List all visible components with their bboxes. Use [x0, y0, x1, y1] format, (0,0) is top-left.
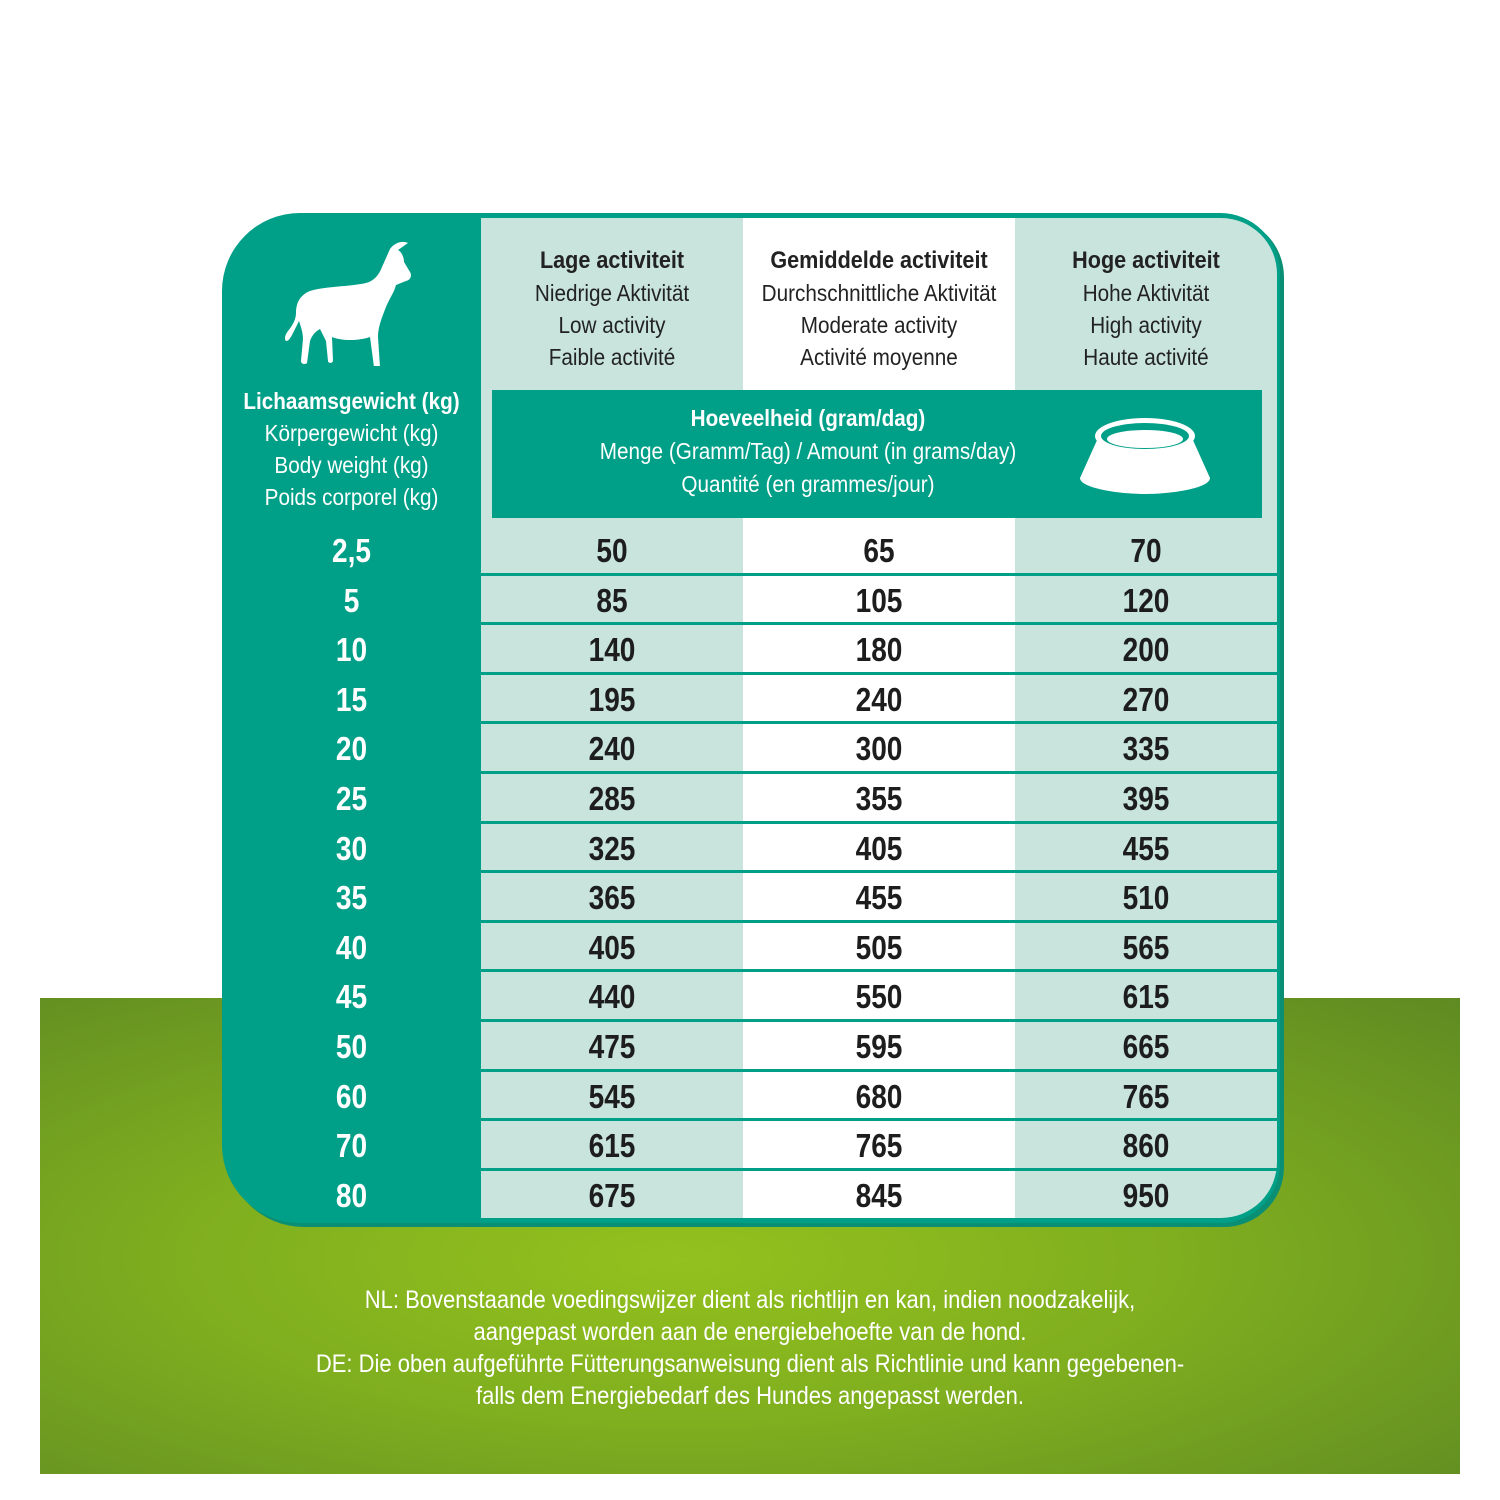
high-activity-cell: 395: [1122, 780, 1170, 817]
high-activity-cell: 860: [1122, 1127, 1170, 1165]
column-subtitle: Haute activité: [1083, 344, 1209, 370]
low-activity-cell: 365: [588, 879, 636, 917]
moderate-activity-cell: 595: [855, 1028, 903, 1065]
column-title: Hoge activiteit: [1072, 247, 1220, 274]
note-line: falls dem Energiebedarf des Hundes angepasst werden.: [476, 1382, 1024, 1410]
food-bowl-icon: [1078, 416, 1212, 494]
weight-cell: 10: [335, 631, 368, 669]
high-activity-cell: 950: [1122, 1176, 1170, 1214]
column-subtitle: Low activity: [558, 312, 666, 338]
note-line: NL: Bovenstaande voedingswijzer dient als richtlijn en kan, indien noodzakelijk,: [364, 1286, 1136, 1314]
column-subtitle: Faible activité: [548, 344, 676, 370]
moderate-activity-cell: 505: [855, 928, 903, 966]
table-row: [222, 773, 1280, 823]
table-row: [222, 971, 1280, 1021]
weight-cell: 20: [335, 730, 368, 768]
body-weight-label: [235, 385, 468, 513]
moderate-activity-cell: 240: [855, 680, 903, 718]
table-row: [222, 872, 1280, 922]
low-activity-cell: 475: [588, 1028, 636, 1065]
weight-cell: 35: [335, 879, 368, 917]
weight-cell: 70: [335, 1127, 368, 1165]
high-activity-cell: 455: [1122, 829, 1170, 867]
weight-cell: 45: [335, 978, 368, 1016]
moderate-activity-cell: 845: [855, 1176, 903, 1214]
low-activity-cell: 50: [596, 532, 628, 569]
column-subtitle: Moderate activity: [800, 312, 958, 338]
moderate-activity-cell: 765: [855, 1127, 903, 1165]
low-activity-cell: 675: [588, 1176, 636, 1214]
table-row: [222, 1021, 1280, 1071]
weight-cell: 15: [335, 680, 368, 718]
weight-cell: 30: [335, 829, 368, 867]
high-activity-cell: 565: [1122, 928, 1170, 966]
low-activity-cell: 325: [588, 829, 636, 867]
table-row: [222, 823, 1280, 873]
low-activity-cell: 240: [588, 730, 636, 768]
high-activity-cell: 200: [1122, 631, 1170, 669]
amount-banner: [492, 390, 1262, 518]
moderate-activity-header: [757, 245, 1002, 373]
weight-label-de: Körpergewicht (kg): [264, 420, 439, 446]
weight-cell: 2,5: [332, 532, 371, 569]
moderate-activity-cell: 355: [855, 780, 903, 817]
high-activity-cell: 510: [1122, 879, 1170, 917]
table-row: [222, 674, 1280, 724]
column-subtitle: Niedrige Aktivität: [534, 280, 690, 306]
table-row: [222, 575, 1280, 625]
low-activity-header: [494, 245, 730, 373]
high-activity-cell: 615: [1122, 978, 1170, 1016]
column-subtitle: High activity: [1090, 312, 1202, 338]
low-activity-cell: 285: [588, 780, 636, 817]
note-line: DE: Die oben aufgeführte Fütterungsanweisung dient als Richtlinie und kann gegebenen-: [315, 1350, 1185, 1378]
moderate-activity-cell: 405: [855, 829, 903, 867]
weight-cell: 40: [335, 928, 368, 966]
table-row: [222, 922, 1280, 972]
feeding-table: [222, 213, 1280, 1223]
high-activity-cell: 120: [1122, 581, 1170, 619]
feeding-note: [125, 1284, 1375, 1412]
low-activity-cell: 545: [588, 1077, 636, 1115]
column-subtitle: Durchschnittliche Aktivität: [761, 280, 997, 306]
weight-label-nl: Lichaamsgewicht (kg): [243, 388, 460, 414]
weight-label-en: Body weight (kg): [274, 452, 429, 478]
weight-cell: 80: [335, 1176, 368, 1214]
weight-cell: 5: [343, 581, 360, 619]
column-subtitle: Hohe Aktivität: [1082, 280, 1210, 306]
table-row: [222, 624, 1280, 674]
amount-subtitle: Quantité (en grammes/jour): [681, 471, 935, 497]
high-activity-header: [1028, 245, 1264, 373]
high-activity-cell: 665: [1122, 1028, 1170, 1065]
table-row: [222, 1120, 1280, 1170]
high-activity-cell: 70: [1130, 532, 1162, 569]
table-row: [222, 1071, 1280, 1121]
weight-cell: 50: [335, 1028, 368, 1065]
high-activity-cell: 765: [1122, 1077, 1170, 1115]
column-title: Lage activiteit: [539, 247, 685, 274]
dog-silhouette-icon: [280, 241, 425, 366]
moderate-activity-cell: 680: [855, 1077, 903, 1115]
table-row: [222, 723, 1280, 773]
low-activity-cell: 85: [596, 581, 628, 619]
moderate-activity-cell: 180: [855, 631, 903, 669]
low-activity-cell: 405: [588, 928, 636, 966]
moderate-activity-cell: 65: [863, 532, 895, 569]
weight-cell: 60: [335, 1077, 368, 1115]
weight-cell: 25: [335, 780, 368, 817]
note-line: aangepast worden aan de energiebehoefte van de hond.: [473, 1318, 1027, 1346]
amount-subtitle: Menge (Gramm/Tag) / Amount (in grams/day): [599, 438, 1017, 464]
low-activity-cell: 140: [588, 631, 636, 669]
high-activity-cell: 335: [1122, 730, 1170, 768]
amount-title: Hoeveelheid (gram/dag): [690, 405, 926, 431]
weight-label-fr: Poids corporel (kg): [264, 484, 439, 510]
table-row: [222, 1170, 1280, 1220]
column-subtitle: Activité moyenne: [800, 344, 958, 370]
low-activity-cell: 615: [588, 1127, 636, 1165]
moderate-activity-cell: 105: [855, 581, 903, 619]
moderate-activity-cell: 455: [855, 879, 903, 917]
low-activity-cell: 195: [588, 680, 636, 718]
column-title: Gemiddelde activiteit: [770, 247, 988, 274]
moderate-activity-cell: 300: [855, 730, 903, 768]
high-activity-cell: 270: [1122, 680, 1170, 718]
table-row: [222, 525, 1280, 575]
moderate-activity-cell: 550: [855, 978, 903, 1016]
low-activity-cell: 440: [588, 978, 636, 1016]
